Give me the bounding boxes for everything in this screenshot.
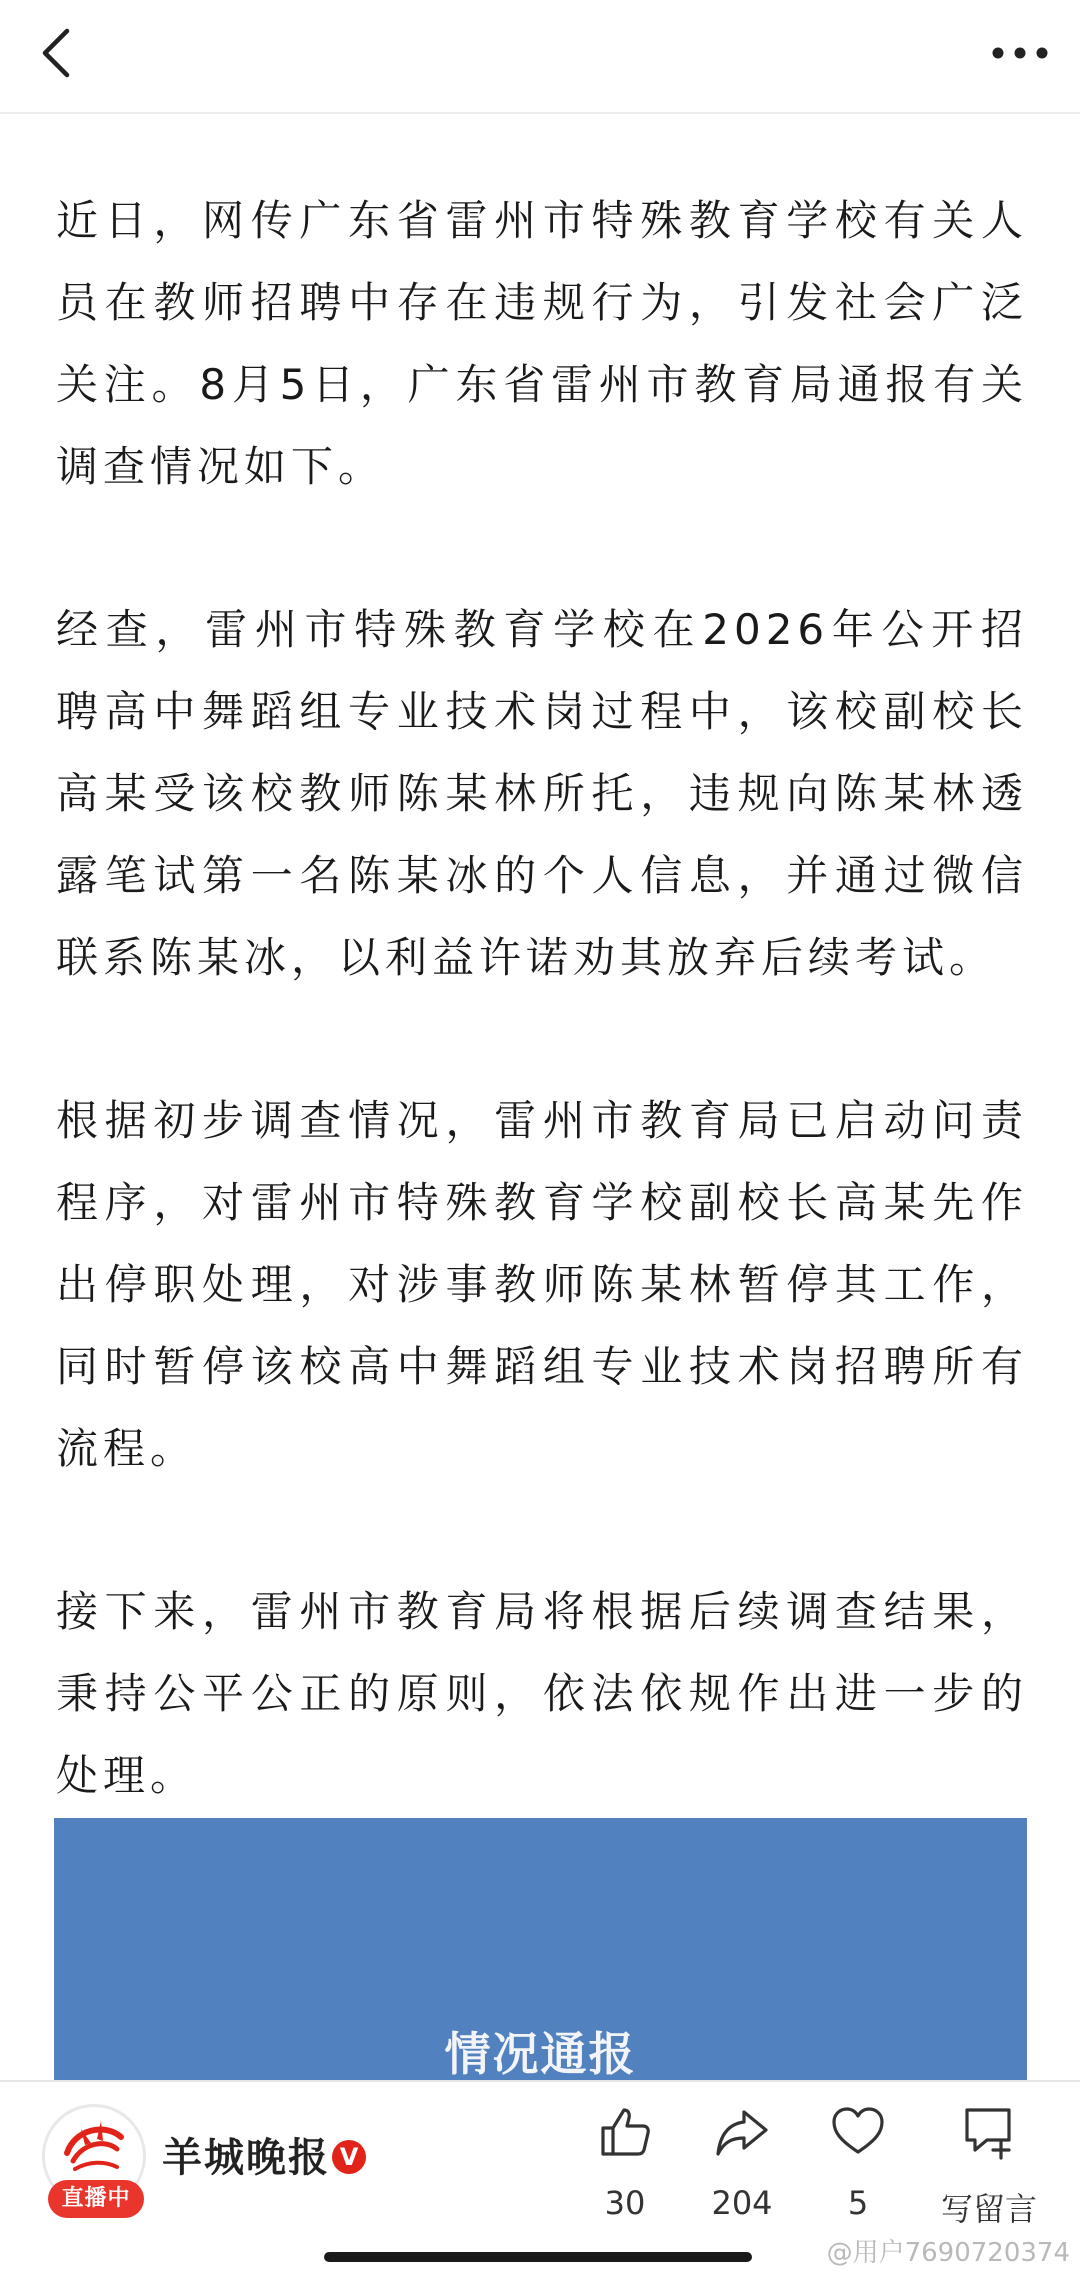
like-button[interactable] xyxy=(570,2104,680,2234)
favorite-count: 5 xyxy=(847,2184,869,2222)
article-paragraph: 经查，雷州市特殊教育学校在2026年公开招聘高中舞蹈组专业技术岗过程中，该校副校长高某受该校教师陈某林所托，违规向陈某林透露笔试第一名陈某冰的个人信息，并通过微信联系陈某冰，以利益许诺劝其放弃后续考试。 xyxy=(56,605,1028,982)
share-count: 204 xyxy=(711,2184,773,2222)
article-paragraph: 根据初步调查情况，雷州市教育局已启动问责程序，对雷州市特殊教育学校副校长高某先作出停职处理，对涉事教师陈某林暂停其工作，同时暂停该校高中舞蹈组专业技术岗招聘所有流程。 xyxy=(56,1096,1028,1473)
article-paragraph: 近日，网传广东省雷州市特殊教育学校有关人员在教师招聘中存在违规行为，引发社会广泛关注。8月5日，广东省雷州市教育局通报有关调查情况如下。 xyxy=(56,196,1028,491)
article-paragraph: 接下来，雷州市教育局将根据后续调查结果，秉持公平公正的原则，依法依规作出进一步的处理。 xyxy=(56,1587,1028,1800)
more-options-button[interactable] xyxy=(978,18,1062,88)
user-watermark: @用户7690720374 xyxy=(826,2238,1070,2268)
article-body xyxy=(56,180,1028,1898)
more-horizontal-icon xyxy=(990,46,1050,60)
thumbs-up-icon xyxy=(597,2104,653,2160)
share-icon xyxy=(714,2104,770,2160)
verified-badge-icon: V xyxy=(332,2140,366,2174)
account-name[interactable]: 羊城晚报 xyxy=(162,2135,330,2181)
share-button[interactable] xyxy=(687,2104,797,2234)
announcement-banner-image[interactable] xyxy=(54,1818,1027,2080)
favorite-button[interactable] xyxy=(803,2104,913,2234)
comment-add-icon xyxy=(961,2104,1017,2160)
live-badge[interactable]: 直播中 xyxy=(48,2180,144,2218)
top-navigation-bar xyxy=(0,0,1080,114)
chevron-left-icon xyxy=(37,25,77,81)
back-button[interactable] xyxy=(22,18,92,88)
heart-icon xyxy=(830,2104,886,2160)
write-comment-label: 写留言 xyxy=(940,2190,1037,2228)
write-comment-button[interactable] xyxy=(919,2104,1059,2234)
banner-title: 情况通报 xyxy=(444,2027,637,2080)
home-indicator[interactable] xyxy=(324,2252,752,2262)
like-count: 30 xyxy=(604,2184,646,2222)
